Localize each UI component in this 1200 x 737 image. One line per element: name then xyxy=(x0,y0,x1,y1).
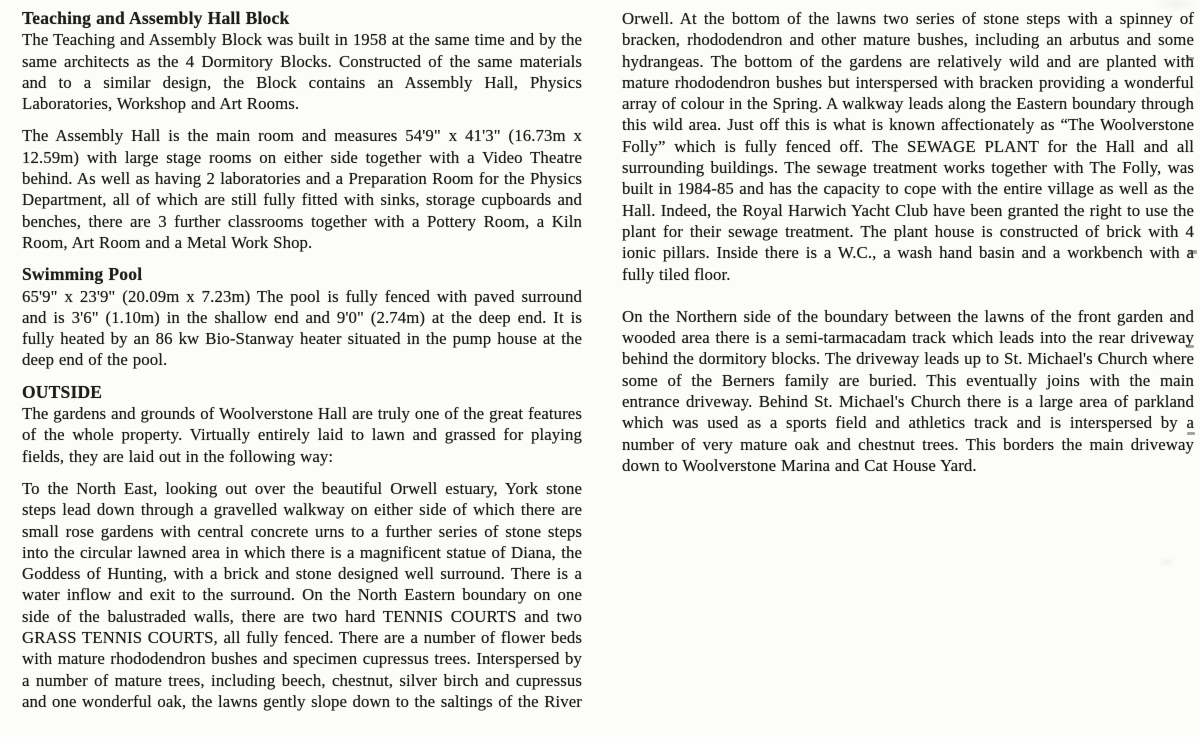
paragraph-gardens-intro: The gardens and grounds of Woolverstone Hall are truly one of the great features of the whole property. Virtually entirely laid to lawn and grassed for playing fields, they are laid out in the following way: xyxy=(22,404,582,466)
paragraph-northern-boundary-driveway: On the Northern side of the boundary between the lawns of the front garden and wooded area there is a semi-tarmacadam track which leads into the rear driveway behind the dormitory blocks. The driveway leads up to St. Michael's Church where some of the Berners family are buried. This eventually joins with the main entrance driveway. Behind St. Michael's Church there is a large area of parkland which was used as a sports field and athletics track and is interspersed by a number of very mature oak and chestnut trees. This borders the main driveway down to Woolverstone Marina and Cat House Yard. xyxy=(622,306,1194,475)
scan-smudge xyxy=(1158,556,1176,568)
paragraph-teaching-block-intro: The Teaching and Assembly Block was built in 1958 at the same time and by the same architects as the 4 Dormitory Blocks. Constructed of the same materials and to a similar design, the Block contains an Assembly Hall, Physics Laboratories, Workshop and Art Rooms. xyxy=(22,30,582,114)
left-column xyxy=(22,8,582,723)
right-column xyxy=(622,8,1194,487)
section-heading-swimming-pool: Swimming Pool xyxy=(22,264,143,285)
paragraph-north-east-grounds: To the North East, looking out over the beautiful Orwell estuary, York stone steps lead down through a gravelled walkway on either side of which there are small rose gardens with central concrete urns to a further series of stone steps into the circular lawned area in which there is a magnificent statue of Diana, the Goddess of Hunting, with a brick and stone designed well surround. There is a water inflow and exit to the surround. On the North Eastern boundary on one side of the balustraded walls, there are two hard TENNIS COURTS and two GRASS TENNIS COURTS, all fully fenced. There are a number of flower beds with mature rhododendron bushes and specimen cupressus trees. Interspersed by a number of mature trees, including beech, chestnut, silver birch and cupressus and one wonderful oak, the lawns gently slope down to the saltings of the River xyxy=(22,478,582,711)
paragraph-assembly-hall-details: The Assembly Hall is the main room and measures 54'9" x 41'3" (16.73m x 12.59m) with large stage rooms on either side together with a Video Theatre behind. As well as having 2 laboratories and a Preparation Room for the Physics Department, all of which are still fully fitted with sinks, storage cupboards and benches, there are 3 further classrooms together with a Pottery Room, a Kiln Room, Art Room and a Metal Work Shop. xyxy=(22,126,582,252)
section-heading-outside: OUTSIDE xyxy=(22,381,103,402)
paragraph-orwell-lawns-sewage-plant: Orwell. At the bottom of the lawns two series of stone steps with a spinney of bracken, rhododendron and other mature bushes, including an arbutus and some hydrangeas. The bottom of the gardens are relatively wild and are planted with mature rhododendron bushes but interspersed with bracken providing a wonderful array of colour in the Spring. A walkway leads along the Eastern boundary through this wild area. Just off this is what is known affectionately as “The Woolverstone Folly” which is fully fenced off. The SEWAGE PLANT for the Hall and all surrounding buildings. The sewage treatment works together with The Folly, was built in 1984-85 and has the capacity to cope with the entire village as well as the Hall. Indeed, the Royal Harwich Yacht Club have been granted the right to use the plant for their sewage treatment. The plant house is constructed of brick with 4 ionic pillars. Inside there is a W.C., a wash hand basin and a workbench with a fully tiled floor. xyxy=(622,9,1194,284)
section-heading-teaching-and-assembly-hall-block: Teaching and Assembly Hall Block xyxy=(22,8,290,28)
paragraph-swimming-pool-details: 65'9" x 23'9" (20.09m x 7.23m) The pool is fully fenced with paved surround and is 3'6" (1.10m) in the shallow end and 9'0" (2.74m) at the deep end. It is fully heated by an 86 kw Bio-Stanway heater situated in the pump house at the deep end of the pool. xyxy=(22,286,582,370)
